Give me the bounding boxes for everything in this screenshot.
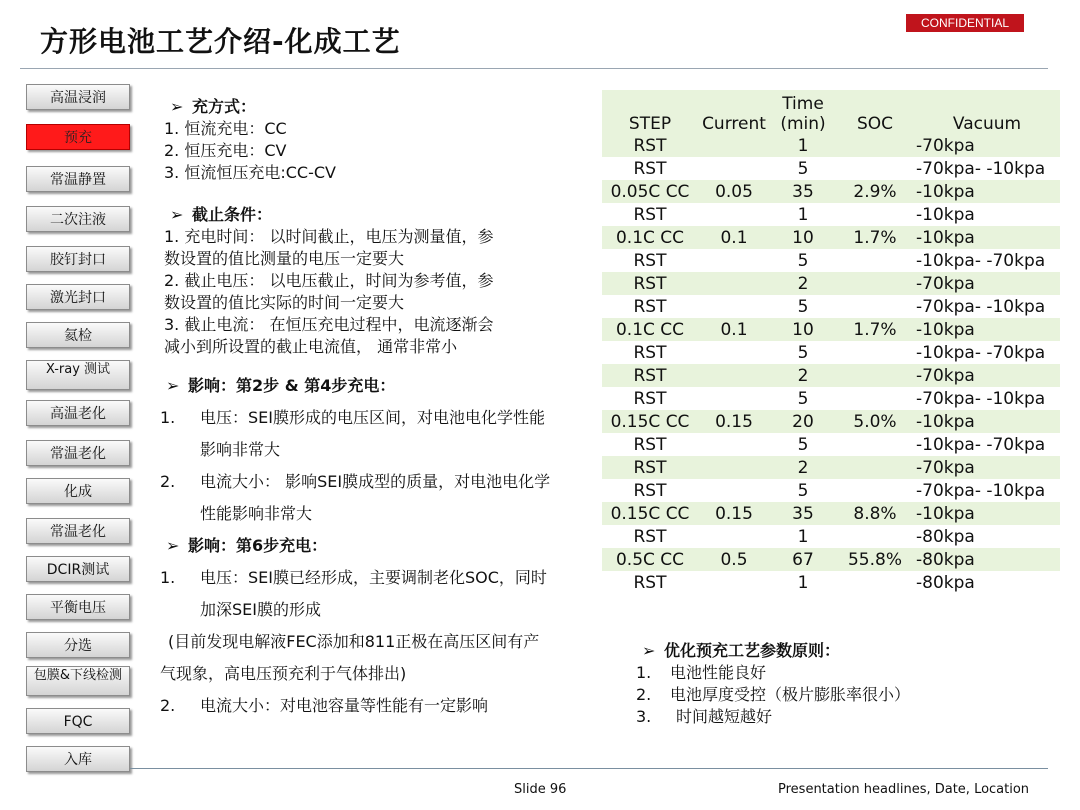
cell-soc	[836, 157, 914, 180]
cell-current	[698, 157, 770, 180]
cell-step: RST	[602, 433, 698, 456]
table-row	[602, 364, 1060, 387]
process-step-button[interactable]: 常温静置	[26, 166, 130, 192]
cell-soc	[836, 203, 914, 226]
cell-current: 0.5	[698, 548, 770, 571]
process-step-button[interactable]: 激光封口	[26, 284, 130, 310]
cell-step: RST	[602, 479, 698, 502]
impact24-item-cont: 性能影响非常大	[200, 504, 313, 523]
cell-vacuum: -70kpa- -10kpa	[914, 295, 1060, 318]
cutoff-line: 2. 截止电压： 以电压截止，时间为参考值，参	[164, 271, 494, 290]
cell-soc	[836, 571, 914, 594]
principle-item: 3. 时间越短越好	[636, 707, 773, 726]
table-row	[602, 502, 1060, 525]
cutoff-line: 3. 截止电流： 在恒压充电过程中，电流逐渐会	[164, 315, 494, 334]
cell-time: 5	[770, 479, 836, 502]
cell-step: RST	[602, 295, 698, 318]
process-step-button[interactable]: 二次注液	[26, 206, 130, 232]
cell-time: 2	[770, 364, 836, 387]
confidential-badge: CONFIDENTIAL	[906, 14, 1024, 32]
cutoff-line: 数设置的值比测量的电压一定要大	[164, 249, 405, 268]
charging-item: 2. 恒压充电：CV	[164, 141, 287, 160]
cell-vacuum: -10kpa	[914, 502, 1060, 525]
slide-number: Slide 96	[514, 782, 567, 797]
charging-item: 1. 恒流充电：CC	[164, 119, 287, 138]
header-step: STEP	[602, 90, 698, 134]
cell-time: 5	[770, 249, 836, 272]
cell-vacuum: -10kpa- -70kpa	[914, 341, 1060, 364]
arrow-bullet-icon: ➢	[166, 536, 180, 555]
cell-step: 0.05C CC	[602, 180, 698, 203]
cell-time: 67	[770, 548, 836, 571]
cell-current: 0.1	[698, 318, 770, 341]
cell-current: 0.15	[698, 502, 770, 525]
table-row	[602, 479, 1060, 502]
cell-time: 1	[770, 525, 836, 548]
cell-soc: 2.9%	[836, 180, 914, 203]
impact24-item: 2. 电流大小： 影响SEI膜成型的质量，对电池电化学	[160, 472, 551, 491]
process-step-button[interactable]: 高温浸润	[26, 84, 130, 110]
principles-section	[636, 640, 910, 728]
cell-soc	[836, 295, 914, 318]
cell-step: 0.1C CC	[602, 318, 698, 341]
table-row	[602, 387, 1060, 410]
cell-step: RST	[602, 571, 698, 594]
cell-step: RST	[602, 272, 698, 295]
cell-current	[698, 134, 770, 157]
slide-title: 方形电池工艺介绍-化成工艺	[40, 25, 401, 58]
cell-current	[698, 364, 770, 387]
cell-vacuum: -10kpa	[914, 318, 1060, 341]
cell-vacuum: -70kpa	[914, 364, 1060, 387]
process-step-button[interactable]: 包膜&下线检测	[26, 666, 130, 696]
cell-step: 0.15C CC	[602, 410, 698, 433]
arrow-bullet-icon: ➢	[170, 205, 184, 224]
title-divider	[20, 68, 1048, 69]
cutoff-heading: ➢ 截止条件：	[164, 204, 493, 226]
cell-time: 10	[770, 318, 836, 341]
table-row	[602, 433, 1060, 456]
cell-time: 2	[770, 272, 836, 295]
cell-current	[698, 456, 770, 479]
header-soc: SOC	[836, 90, 914, 134]
cell-time: 35	[770, 180, 836, 203]
cell-vacuum: -70kpa- -10kpa	[914, 157, 1060, 180]
cell-vacuum: -70kpa	[914, 272, 1060, 295]
cell-time: 1	[770, 203, 836, 226]
cell-vacuum: -70kpa	[914, 134, 1060, 157]
process-step-button[interactable]: 高温老化	[26, 400, 130, 426]
table-row	[602, 525, 1060, 548]
cell-current	[698, 571, 770, 594]
cell-soc: 1.7%	[836, 318, 914, 341]
cell-step: 0.15C CC	[602, 502, 698, 525]
cell-vacuum: -80kpa	[914, 525, 1060, 548]
cell-time: 2	[770, 456, 836, 479]
process-step-button[interactable]: 氦检	[26, 322, 130, 348]
cell-soc: 1.7%	[836, 226, 914, 249]
table-row	[602, 456, 1060, 479]
cell-vacuum: -10kpa	[914, 410, 1060, 433]
cell-step: 0.5C CC	[602, 548, 698, 571]
principle-item: 2. 电池厚度受控（极片膨胀率很小）	[636, 685, 911, 704]
impact24-item: 1. 电压：SEI膜形成的电压区间，对电池电化学性能	[160, 408, 545, 427]
cell-current	[698, 479, 770, 502]
cell-vacuum: -10kpa- -70kpa	[914, 249, 1060, 272]
cell-current	[698, 525, 770, 548]
cell-current	[698, 433, 770, 456]
cell-time: 1	[770, 134, 836, 157]
cell-time: 5	[770, 157, 836, 180]
cell-vacuum: -70kpa- -10kpa	[914, 387, 1060, 410]
table-row	[602, 548, 1060, 571]
impact6-item-cont: 加深SEI膜的形成	[200, 600, 321, 619]
process-step-button[interactable]: 常温老化	[26, 518, 130, 544]
cell-time: 5	[770, 295, 836, 318]
impact24-item-cont: 影响非常大	[200, 440, 281, 459]
cell-step: RST	[602, 134, 698, 157]
cell-step: RST	[602, 456, 698, 479]
process-step-button[interactable]: 分选	[26, 632, 130, 658]
cell-current	[698, 387, 770, 410]
cell-vacuum: -80kpa	[914, 548, 1060, 571]
header-time: Time (min)	[770, 90, 836, 134]
cell-vacuum: -10kpa	[914, 226, 1060, 249]
table-row	[602, 318, 1060, 341]
process-step-button[interactable]: FQC	[26, 708, 130, 734]
cell-soc	[836, 525, 914, 548]
cell-vacuum: -80kpa	[914, 571, 1060, 594]
impact24-heading: ➢ 影响：第2步 & 第4步充电：	[160, 370, 550, 402]
table-header-row	[602, 90, 1060, 134]
charging-item: 3. 恒流恒压充电:CC-CV	[164, 163, 336, 182]
cell-soc	[836, 272, 914, 295]
cell-step: RST	[602, 525, 698, 548]
table-row	[602, 203, 1060, 226]
cell-vacuum: -70kpa	[914, 456, 1060, 479]
cell-current	[698, 203, 770, 226]
cell-step: RST	[602, 203, 698, 226]
precharge-process-table	[602, 90, 1060, 594]
arrow-bullet-icon: ➢	[170, 97, 184, 116]
impact6-heading: ➢ 影响：第6步充电：	[160, 530, 550, 562]
cell-current	[698, 249, 770, 272]
impact6-item: 2. 电流大小：对电池容量等性能有一定影响	[160, 696, 489, 715]
process-step-button[interactable]: 入库	[26, 746, 130, 772]
cell-soc	[836, 134, 914, 157]
cell-vacuum: -10kpa	[914, 203, 1060, 226]
table-row	[602, 341, 1060, 364]
cell-soc	[836, 456, 914, 479]
cutoff-line: 减小到所设置的截止电流值， 通常非常小	[164, 337, 458, 356]
cell-soc: 5.0%	[836, 410, 914, 433]
cell-time: 20	[770, 410, 836, 433]
cell-soc	[836, 479, 914, 502]
process-step-button[interactable]: X-ray 测试	[26, 360, 130, 390]
table-row	[602, 249, 1060, 272]
cutoff-line: 数设置的值比实际的时间一定要大	[164, 293, 405, 312]
table-row	[602, 571, 1060, 594]
cell-soc	[836, 387, 914, 410]
table-row	[602, 272, 1060, 295]
principles-heading: ➢ 优化预充工艺参数原则：	[636, 640, 910, 662]
arrow-bullet-icon: ➢	[642, 641, 656, 660]
cell-time: 1	[770, 571, 836, 594]
cutoff-line: 1. 充电时间： 以时间截止，电压为测量值，参	[164, 227, 494, 246]
process-step-button[interactable]: 化成	[26, 478, 130, 504]
table-row	[602, 226, 1060, 249]
process-step-button[interactable]: DCIR测试	[26, 556, 130, 582]
impact-step24-section	[160, 370, 550, 722]
header-vacuum: Vacuum	[914, 90, 1060, 134]
cell-soc	[836, 249, 914, 272]
table-row	[602, 180, 1060, 203]
arrow-bullet-icon: ➢	[166, 376, 180, 395]
cell-time: 5	[770, 433, 836, 456]
process-step-button[interactable]: 胶钉封口	[26, 246, 130, 272]
cell-vacuum: -70kpa- -10kpa	[914, 479, 1060, 502]
cell-soc: 55.8%	[836, 548, 914, 571]
footer-info: Presentation headlines, Date, Location	[778, 782, 1030, 797]
cell-time: 35	[770, 502, 836, 525]
cell-soc	[836, 433, 914, 456]
cell-current	[698, 272, 770, 295]
cell-step: RST	[602, 341, 698, 364]
impact6-item: 1. 电压：SEI膜已经形成，主要调制老化SOC，同时	[160, 568, 547, 587]
cell-time: 10	[770, 226, 836, 249]
process-step-button[interactable]: 常温老化	[26, 440, 130, 466]
process-step-button[interactable]: 平衡电压	[26, 594, 130, 620]
charging-section	[164, 96, 336, 184]
cell-current: 0.05	[698, 180, 770, 203]
impact6-note: (目前发现电解液FEC添加和811正极在高压区间有产	[168, 632, 540, 651]
cell-time: 5	[770, 387, 836, 410]
cell-step: RST	[602, 364, 698, 387]
cell-vacuum: -10kpa- -70kpa	[914, 433, 1060, 456]
table-row	[602, 157, 1060, 180]
cell-time: 5	[770, 341, 836, 364]
cell-current: 0.15	[698, 410, 770, 433]
cell-vacuum: -10kpa	[914, 180, 1060, 203]
footer-divider	[130, 768, 1048, 769]
header-current: Current	[698, 90, 770, 134]
cell-step: RST	[602, 387, 698, 410]
cell-soc	[836, 364, 914, 387]
cell-step: RST	[602, 157, 698, 180]
cell-soc: 8.8%	[836, 502, 914, 525]
cutoff-section	[164, 204, 493, 358]
process-step-button[interactable]: 预充	[26, 124, 130, 150]
table-row	[602, 295, 1060, 318]
cell-current	[698, 295, 770, 318]
cell-current	[698, 341, 770, 364]
principle-item: 1. 电池性能良好	[636, 663, 767, 682]
cell-soc	[836, 341, 914, 364]
impact6-note: 气现象，高电压预充利于气体排出)	[160, 664, 407, 683]
table-row	[602, 410, 1060, 433]
charging-heading: ➢ 充方式：	[164, 96, 336, 118]
cell-current: 0.1	[698, 226, 770, 249]
table-row	[602, 134, 1060, 157]
cell-step: RST	[602, 249, 698, 272]
cell-step: 0.1C CC	[602, 226, 698, 249]
